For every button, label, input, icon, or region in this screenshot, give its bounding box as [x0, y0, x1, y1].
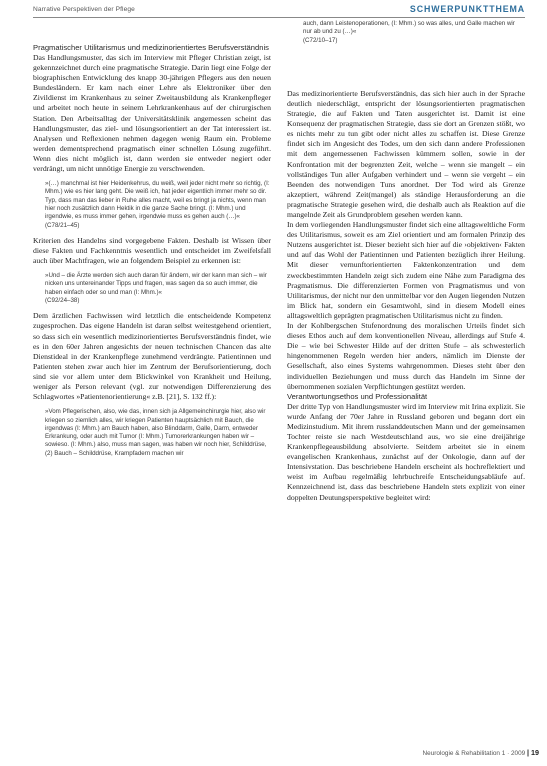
quote-text: »(…) manchmal ist hier Heidenkehrus, du weiß, weil jeder nicht mehr so richtig, (I: Mhm.) wie es hier lang geht. Die weiß ich, hat jeder eigentlich immer mehr so dir. Typ, dass man das lieber in Ruhe alles macht, weil es bringt ja nichts, wenn man hier noch zusätzlich dann Hektik in die ganze Sache bringt. (I: Mhm.) und irgendwie, es muss immer gehen, irgendwie muss es gehen auch (…)« — [45, 180, 270, 221]
journal-name: Neurologie & Rehabilitation 1 · 2009 — [422, 750, 526, 757]
interview-quote — [45, 180, 271, 230]
quote-citation: (C78/21–45) — [45, 221, 80, 229]
section-label: SCHWERPUNKTTHEMA — [409, 4, 525, 14]
body-paragraph: In der Kohlbergschen Stufenordnung des moralischen Urteils findet sich dieses Ethos auch auf dem konventionellen Niveau, allerdings auf Stufe 4. Die – wie bei Schwester Hilde auf der dritten Stufe – als schwesterlich hingenommenen Regeln werden hier anders, nämlich im Dienste der Gesellschaft, also eines Systems wahrgenommen. Dieses steht über den individuellen Beziehungen und muss durch das Handeln im Sinne der übernommenen sozialen Verpflichtungen gestützt werden. — [287, 321, 525, 391]
quote-text: auch, dann Leistenoperationen, (I: Mhm.) so was alles, und Galle machen wir nur ab und zu (…)« — [303, 20, 515, 36]
quote-text: »Und – die Ärzte werden sich auch daran für ändern, wir der kann man sich – wir nicken uns untereinander Tipps und fragen, was sagen da so auch immer, die haben einfach oder so und man (I: Mhm.)« — [45, 272, 267, 296]
body-paragraph: Kriterien des Handelns sind vorgegebene Fakten. Deshalb ist Wissen über diese Fakten und Fachkenntnis wesentlich und entscheidet im Zweifelsfall auch über Machtfragen, wie an folgendem Beispiel zu erkennen ist: — [33, 235, 271, 266]
interview-quote — [45, 272, 271, 305]
body-paragraph: Der dritte Typ von Handlungsmuster wird im Interview mit Irina explizit. Sie wurde Anfang der 70er Jahre in Russland geboren und begann dort ein Medizinstudium. Mit ihrem russlanddeutschen Mann und der gemeinsamen Tochter reiste sie nach Westdeutschland aus, wo sie eine dreijährige Krankenpflegeausbildung absolvierte. Seitdem arbeitet sie in einem evangelischen Krankenhaus, zunächst auf der Onkologie, dann auf der Intensivstation. Das beschriebene Handeln erscheint als hochreflektiert und weist im Aufbau regelmäßig lehrbuchreife Entscheidungsabläufe auf. Kennzeichnend ist, dass das beschriebene Handeln stets explizit von einer doppelten Deutungsperspektive begleitet wird: — [287, 401, 525, 502]
interview-quote-continued — [303, 20, 525, 45]
quote-text: »Vom Pflegerischen, also, wie das, innen sich ja Allgemeinchirurgie hier, also wir kriegen so ziemlich alles, wir kriegen Patienten hauptsächlich mit Bauch, die irgendwas (I: Mhm.) am Bauch haben, also Blinddarm, Galle, Darm, entweder Erkrankung, oder auch mit Tumor (I: Mhm.) Tumorerkrankungen haben wir – sowieso. (I: Mhm.) also, muss man sagen, was haben wir noch hier, Schilddrüse, (2) Bauch – Schilddrüse, Krampfadern machen wir — [45, 408, 267, 457]
section-heading: Verantwortungsethos und Professionalität — [287, 391, 428, 401]
body-paragraph: Das medizinorientierte Berufsverständnis, das sich hier auch in der Sprache deutlich niederschlägt, entspricht der lösungsorientierten pragmatischen Strategie, die auf Fakten und Taten ausgerichtet ist. Damit ist eine Konsequenz der pragmatischen Strategie, dass sie dort an Grenzen stößt, wo es nichts mehr zu tun gibt oder nicht alles zu schaffen ist. Diese Grenze findet sich im Angesicht des Todes, um den sich dann andere Professionen mit dem angemessenen Fachwissen kümmern sollen, sowie in der Konfrontation mit der begrenzten Zeit, welche – wenn sie mangelt – ein vollständiges Tun aller Aufgaben verhindert und – wenn sie vergeht – ein Beenden des notwendigen Tuns anordnet. Der Tod wird als Grenze akzeptiert, während Zeit(mangel) als ständige Herausforderung an die pragmatische Strategie gesehen wird, die deshalb auch als Reaktion auf die mangelnde Zeit als Grundproblem gesehen werden kann. — [287, 88, 525, 220]
section-heading: Pragmatischer Utilitarismus und medizinorientiertes Berufsverständnis — [33, 43, 269, 52]
page-number: 19 — [531, 748, 539, 757]
quote-citation: (C92/24–38) — [45, 297, 80, 305]
body-paragraph: Das Handlungsmuster, das sich im Interview mit Pfleger Christian zeigt, ist gekennzeichnet durch eine pragmatische Strategie. Darin liegt eine Folge der biographischen Entwicklung des knapp 30-jährigen Pflegers aus den neuen Bundesländern. Er kam nach einer Lehre als Elektroniker über den Zivildienst im Krankenhaus zu seiner Zweitausbildung als Krankenpfleger und arbeitet noch heute in seinem Lehrkrankenhaus auf der chirurgischen Station. Den Arbeitsalltag der Universitätsklinik angemessen scheint das Handlungsmuster, das ziel- und lösungsorientiert an der Tat interessiert ist. Analysen und Reflexionen nehmen dagegen wenig Raum ein. Probleme werden dementsprechend pragmatisch einer schnellen Lösung zugeführt. Wenn dies nicht möglich ist, dann werden sie entweder negiert oder verdrängt, um nicht unnötige Energie zu verschwenden. — [33, 53, 271, 174]
right-column — [287, 20, 525, 503]
running-header-title: Narrative Perspektiven der Pflege — [33, 6, 135, 13]
body-paragraph: Dem ärztlichen Fachwissen wird letztlich die entscheidende Kompetenz zugesprochen. Das eigene Handeln ist daran selbst weitestgehend orientiert, so dass sich ein wesentlich medizinorientiertes Berufsverständnis findet, wie es in den 60er Jahren angesichts der neuen technischen Chancen das alte Dienstideal in der Krankenpflege zunehmend verdrängte. Patientinnen und Patienten stehen zwar auch hier im Zentrum der Berufsorientierung, doch sind sie vor allem unter dem Blickwinkel von Krankheit und Heilung, weniger als Person relevant (vgl. zur notwendigen Differenzierung des Schlagwortes »Patientenorientierung« z.B. [21], S. 132 ff.): — [33, 311, 271, 402]
left-column — [33, 43, 271, 464]
interview-quote — [45, 408, 271, 458]
quote-citation: (C72/10–17) — [303, 36, 338, 44]
page-footer: Neurologie & Rehabilitation 1 · 2009 | 19 — [422, 748, 539, 757]
body-paragraph: In dem vorliegenden Handlungsmuster findet sich eine alltagsweltliche Form des Utilitarismus, soweit es am Ziel orientiert und am formalen Prinzip des Nutzens ausgerichtet ist. Dieser bezieht sich hier auf die ›objektiven‹ Fakten und auf das Wohl der Patientinnen und Patienten bezüglich ihrer Heilung. Mit dieser vernunftorientierten Faktenkonzentration und dem zweckbestimmten Handeln zeigt sich zudem eine Nähe zum Paradigma des Pragmatismus. Die differenzierten Formen von Pragmatismus und von Utilitarismus, der nicht nur den unmittelbar vor den Augen liegenden Nutzen im Blick hat, sondern ein Gesamtwohl, sind in diesem Modell eines alltagsweltlich geprägten pragmatischen Utilitarismus nicht zu finden. — [287, 220, 525, 320]
header-divider — [33, 17, 525, 18]
